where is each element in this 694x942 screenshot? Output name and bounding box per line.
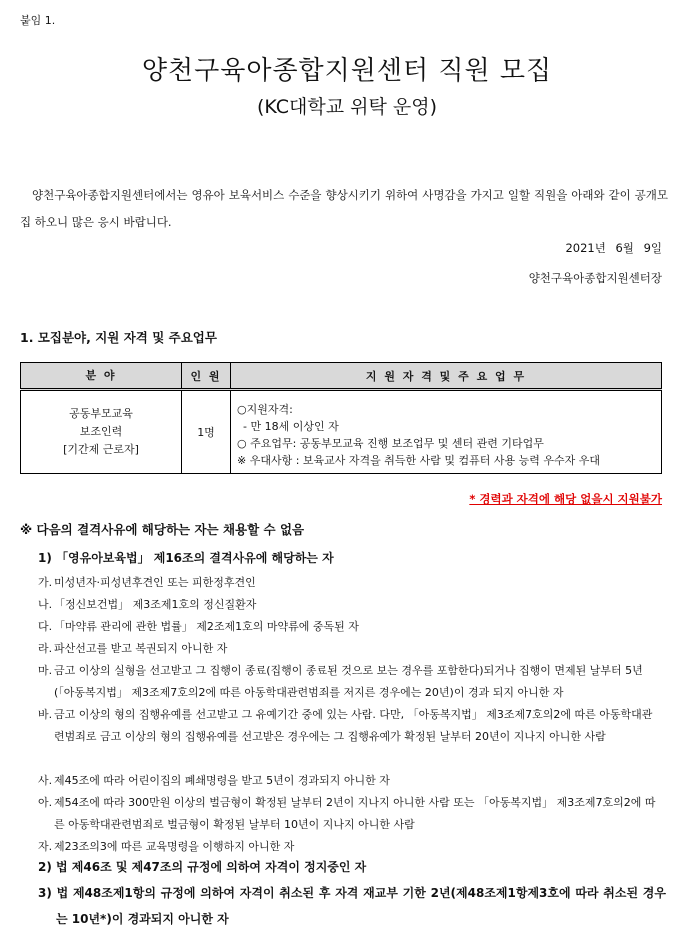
item-text: 파산선고를 받고 복권되지 아니한 자 [54,642,228,655]
item-marker: 사. [38,774,53,787]
attachment-label: 붙임 1. [20,14,56,27]
list-item [38,660,662,704]
item-text: 금고 이상의 형의 집행유예를 선고받고 그 유예기간 중에 있는 사람. 다만, 「아동복지법」 제3조제7호의2에 따른 아동학대관련범죄로 금고 이상의 형의 집행유예를 선고받은 경우에는 그 집행유예가 확정된 날부터 20년이 지나지 아니한 사람 [54,708,653,743]
item-marker: 마. [38,664,53,677]
header-field: 분 야 [21,363,182,390]
signature: 양천구육아종합지원센터장 [528,271,662,285]
cell-count: 1명 [182,390,231,474]
list-item [38,704,662,748]
eligibility-warning: * 경력과 자격에 해당 없을시 지원불가 [469,492,662,506]
field-line: [기간제 근로자] [63,443,139,456]
item-marker: 나. [38,598,53,611]
item-marker: 라. [38,642,53,655]
notice-date: 2021년 6월 9일 [565,241,662,255]
cell-field [21,390,182,474]
item-marker: 자. [38,840,53,853]
item-text: 「정신보건법」 제3조제1호의 정신질환자 [54,598,257,611]
list-item [38,594,662,616]
header-qualifications: 지 원 자 격 및 주 요 업 무 [231,363,662,390]
list-item [38,792,662,836]
table-header-row [21,363,662,390]
page-subtitle: (KC대학교 위탁 운영) [256,96,438,118]
group2-heading: 2) 법 제46조 및 제47조의 규정에 의하여 자격이 정지중인 자 [38,860,367,874]
item-marker: 바. [38,708,53,721]
item-marker: 다. [38,620,53,633]
item-text: 제23조의3에 따른 교육명령을 이행하지 아니한 자 [54,840,295,853]
list-item [38,616,662,638]
table-row [21,390,662,474]
qual-line: ○ 주요업무: 공동부모교육 진행 보조업무 및 센터 관련 기타업무 [237,437,544,450]
header-count: 인 원 [182,363,231,390]
item-text: 제54조에 따라 300만원 이상의 벌금형이 확정된 날부터 2년이 지나지 아니한 사람 또는 「아동복지법」 제3조제7호의2에 따른 아동학대관련범죄로 벌금형이 확정된 날부터 10년이 지나지 아니한 사람 [54,796,656,831]
group3-heading: 3) 법 제48조제1항의 규정에 의하여 자격이 취소된 후 자격 재교부 기한 2년(제48조제1항제3호에 따라 취소된 경우는 10년*)이 경과되지 아니한 자 [38,886,666,926]
list-item [38,770,662,792]
intro-paragraph: 양천구육아종합지원센터에서는 영유아 보육서비스 수준을 향상시키기 위하여 사명감을 가지고 일할 직원을 아래와 같이 공개모집 하오니 많은 응시 바랍니다. [20,188,668,229]
item-text: 제45조에 따라 어린이집의 폐쇄명령을 받고 5년이 경과되지 아니한 자 [54,774,390,787]
item-marker: 가. [38,576,53,589]
qual-line: ※ 우대사항 : 보육교사 자격을 취득한 사람 및 컴퓨터 사용 능력 우수자 우대 [237,454,601,467]
qual-line: ○지원자격: [237,403,293,416]
group1-heading: 1) 「영유아보육법」 제16조의 결격사유에 해당하는 자 [38,551,334,565]
list-item [38,572,662,594]
page-title: 양천구육아종합지원센터 직원 모집 [141,56,553,86]
disqualification-heading: ※ 다음의 결격사유에 해당하는 자는 채용할 수 없음 [20,522,305,537]
list-item [38,638,662,660]
field-line: 공동부모교육 [69,407,133,420]
field-line: 보조인력 [79,425,123,438]
item-text: 미성년자·피성년후견인 또는 피한정후견인 [54,576,256,589]
cell-qualifications [231,390,662,474]
qual-line: - 만 18세 이상인 자 [243,420,339,433]
item-text: 「마약류 관리에 관한 법률」 제2조제1호의 마약류에 중독된 자 [54,620,359,633]
section1-heading: 1. 모집분야, 지원 자격 및 주요업무 [20,330,217,345]
item-marker: 아. [38,796,53,809]
recruitment-table [20,362,662,474]
item-text: 금고 이상의 실형을 선고받고 그 집행이 종료(집행이 종료된 것으로 보는 경우를 포함한다)되거나 집행이 면제된 날부터 5년(「아동복지법」 제3조제7호의2에 따른 아동학대관련범죄를 저지른 경우에는 20년)이 경과 되지 아니한 자 [54,664,643,699]
